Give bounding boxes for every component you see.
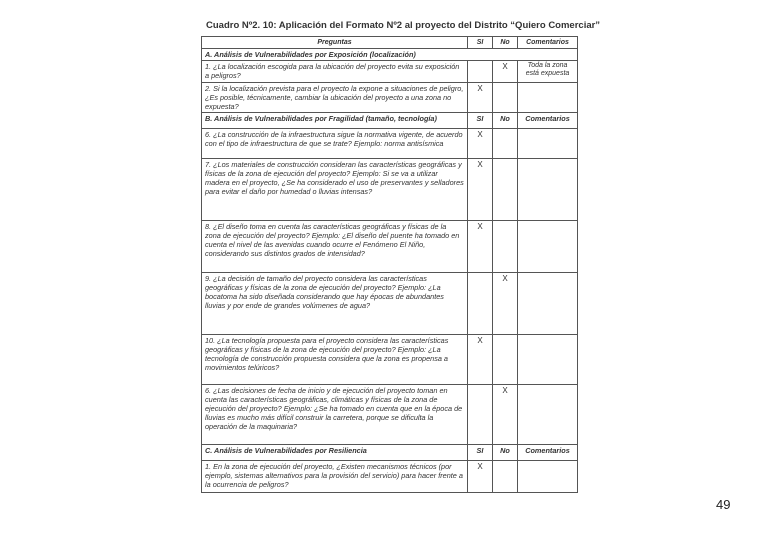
answer-si: X [468, 159, 493, 221]
question-text: 7. ¿Los materiales de construcción consideran las características geográficas y físicas de la zona de ejecución del proyecto? Ejemplo: Si se va a utilizar madera en el proyecto, ¿Se ha considerado el uso de preservantes y selladores para evitar el daño por humedad o lluvias intensas? [202, 159, 468, 221]
section-c-row [202, 445, 578, 461]
answer-si [468, 385, 493, 445]
header-comentarios: Comentarios [518, 37, 578, 49]
answer-si: X [468, 83, 493, 113]
header-si: SI [468, 37, 493, 49]
answer-si: X [468, 461, 493, 493]
table-row [202, 335, 578, 385]
section-b-si: SI [468, 113, 493, 129]
document-title: Cuadro Nº2. 10: Aplicación del Formato Nº2 al proyecto del Distrito “Quiero Comerciar” [206, 20, 601, 31]
table-row [202, 221, 578, 273]
comment-cell [518, 385, 578, 445]
question-text: 6. ¿Las decisiones de fecha de inicio y de ejecución del proyecto toman en cuenta las características geográficas, climáticas y físicas de la zona de ejecución del proyecto? Ejemplo: ¿Se ha tomado en cuenta que en la época de lluvias es mucho más difícil construir la carretera, porque se dificulta la operación de la maquinaria? [202, 385, 468, 445]
answer-no [493, 335, 518, 385]
section-b-row [202, 113, 578, 129]
section-c-comentarios: Comentarios [518, 445, 578, 461]
comment-cell [518, 461, 578, 493]
question-text: 10. ¿La tecnología propuesta para el proyecto considera las características geográficas y físicas de la zona de ejecución del proyecto? Ejemplo: ¿La tecnología de construcción propuesta considera que la zona es propensa a movimientos telúricos? [202, 335, 468, 385]
header-preguntas: Preguntas [202, 37, 468, 49]
section-b-no: No [493, 113, 518, 129]
section-c-label: C. Análisis de Vulnerabilidades por Resiliencia [202, 445, 468, 461]
table-row [202, 159, 578, 221]
section-c-si: SI [468, 445, 493, 461]
comment-cell [518, 129, 578, 159]
answer-no: X [493, 61, 518, 83]
header-no: No [493, 37, 518, 49]
section-b-comentarios: Comentarios [518, 113, 578, 129]
answer-si [468, 273, 493, 335]
section-b-label: B. Análisis de Vulnerabilidades por Fragilidad (tamaño, tecnología) [202, 113, 468, 129]
section-a-label: A. Análisis de Vulnerabilidades por Exposición (localización) [202, 49, 578, 61]
table-row [202, 83, 578, 113]
answer-no [493, 461, 518, 493]
page-number: 49 [716, 497, 731, 512]
question-text: 2. Si la localización prevista para el proyecto la expone a situaciones de peligro, ¿Es posible, técnicamente, cambiar la ubicación del proyecto a una zona no expuesta? [202, 83, 468, 113]
answer-no [493, 159, 518, 221]
vulnerability-table [201, 36, 578, 493]
comment-cell [518, 273, 578, 335]
answer-si [468, 61, 493, 83]
answer-no [493, 221, 518, 273]
comment-cell [518, 83, 578, 113]
answer-no [493, 129, 518, 159]
answer-no [493, 83, 518, 113]
section-a-row [202, 49, 578, 61]
comment-cell: Toda la zona está expuesta [518, 61, 578, 83]
question-text: 1. En la zona de ejecución del proyecto, ¿Existen mecanismos técnicos (por ejemplo, sistemas alternativos para la provisión del servicio) para hacer frente a la ocurrencia de peligros? [202, 461, 468, 493]
comment-cell [518, 221, 578, 273]
comment-cell [518, 335, 578, 385]
table-row [202, 129, 578, 159]
question-text: 8. ¿El diseño toma en cuenta las características geográficas y físicas de la zona de ejecución del proyecto? Ejemplo: ¿El diseño del puente ha tomado en cuenta el nivel de las avenidas cuando ocurre el Fenómeno El Niño, considerando sus distintos grados de intensidad? [202, 221, 468, 273]
question-text: 6. ¿La construcción de la infraestructura sigue la normativa vigente, de acuerdo con el tipo de infraestructura de que se trate? Ejemplo: norma antisísmica [202, 129, 468, 159]
question-text: 9. ¿La decisión de tamaño del proyecto considera las características geográficas y físicas de la zona de ejecución del proyecto? Ejemplo: ¿La bocatoma ha sido diseñada considerando que hay épocas de abundantes lluvias y por ende de grandes volúmenes de agua? [202, 273, 468, 335]
answer-si: X [468, 221, 493, 273]
table-row [202, 61, 578, 83]
table-row [202, 385, 578, 445]
answer-no: X [493, 385, 518, 445]
answer-si: X [468, 335, 493, 385]
section-c-no: No [493, 445, 518, 461]
table-header-row [202, 37, 578, 49]
table-row [202, 461, 578, 493]
answer-no: X [493, 273, 518, 335]
question-text: 1. ¿La localización escogida para la ubicación del proyecto evita su exposición a peligros? [202, 61, 468, 83]
comment-cell [518, 159, 578, 221]
table-row [202, 273, 578, 335]
answer-si: X [468, 129, 493, 159]
